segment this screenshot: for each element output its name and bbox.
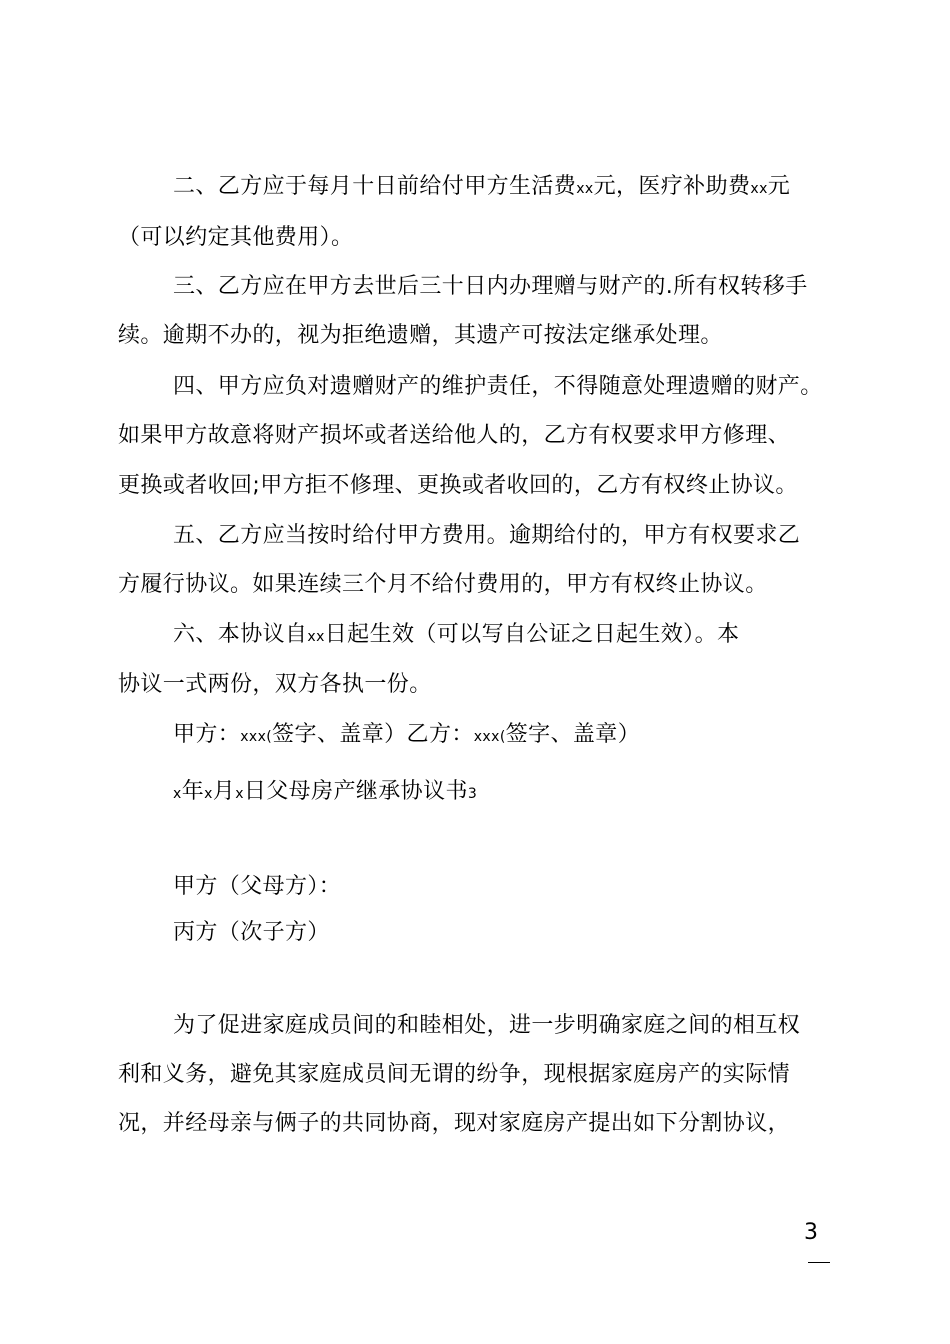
clause-4-line-3: 更换或者收回;甲方拒不修理、更换或者收回的，乙方有权终止协议。	[118, 473, 798, 498]
party-a-label: 甲方：	[173, 722, 241, 747]
placeholder-xx: xx	[576, 181, 594, 197]
clause-6-line-2: 协议一式两份，双方各执一份。	[118, 672, 432, 697]
clause-5-line-1: 五、乙方应当按时给付甲方费用。逾期给付的，甲方有权要求乙	[173, 523, 801, 548]
date-title-line	[173, 777, 477, 809]
clause-4-line-1: 四、甲方应负对遗赠财产的维护责任，不得随意处理遗赠的财产。	[173, 374, 823, 399]
clause-2-text-c: 元	[767, 174, 791, 199]
clause-3-line-2: 续。逾期不办的，视为拒绝遗赠，其遗产可按法定继承处理。	[118, 323, 723, 348]
party-a-note: 签字、盖章）乙方：	[272, 722, 474, 747]
document-title: 日父母房产继承协议书	[243, 779, 468, 804]
party-c-heading: 丙方（次子方）	[173, 920, 330, 945]
clause-2-line-1	[173, 172, 790, 204]
placeholder-xx: xx	[750, 181, 768, 197]
paren: (	[499, 729, 506, 745]
placeholder-xx: xx	[307, 629, 325, 645]
clause-6-line-1	[173, 620, 739, 652]
party-a-placeholder: xxx	[240, 729, 267, 745]
party-a-heading: 甲方（父母方）：	[173, 874, 342, 899]
party-b-note: 签字、盖章）	[505, 722, 641, 747]
paren: (	[266, 729, 273, 745]
date-year: 年	[181, 779, 205, 804]
title-suffix: 3	[467, 786, 478, 802]
party-b-placeholder: xxx	[473, 729, 500, 745]
placeholder-x: x	[235, 786, 244, 802]
placeholder-x: x	[173, 786, 182, 802]
clause-4-line-2: 如果甲方故意将财产损坏或者送给他人的，乙方有权要求甲方修理、	[118, 423, 791, 448]
preamble-line-3: 况，并经母亲与俩子的共同协商，现对家庭房产提出如下分割协议，	[118, 1111, 791, 1136]
signature-line	[173, 720, 640, 752]
date-month: 月	[212, 779, 236, 804]
preamble-line-2: 利和义务，避免其家庭成员间无谓的纷争，现根据家庭房产的实际情	[118, 1062, 791, 1087]
page-number-rule	[808, 1262, 830, 1263]
page-number: 3	[804, 1220, 818, 1245]
clause-6-text-a: 六、本协议自	[173, 622, 308, 647]
clause-3-line-1: 三、乙方应在甲方去世后三十日内办理赠与财产的.所有权转移手	[173, 274, 808, 299]
clause-2-text-b: 元，医疗补助费	[593, 174, 751, 199]
clause-5-line-2: 方履行协议。如果连续三个月不给付费用的，甲方有权终止协议。	[118, 572, 768, 597]
clause-2-line-2: （可以约定其他费用）。	[118, 225, 354, 250]
placeholder-x: x	[204, 786, 213, 802]
clause-2-text-a: 二、乙方应于每月十日前给付甲方生活费	[173, 174, 577, 199]
clause-6-text-b: 日起生效（可以写自公证之日起生效）。本	[324, 622, 740, 647]
preamble-line-1: 为了促进家庭成员间的和睦相处，进一步明确家庭之间的相互权	[173, 1013, 801, 1038]
